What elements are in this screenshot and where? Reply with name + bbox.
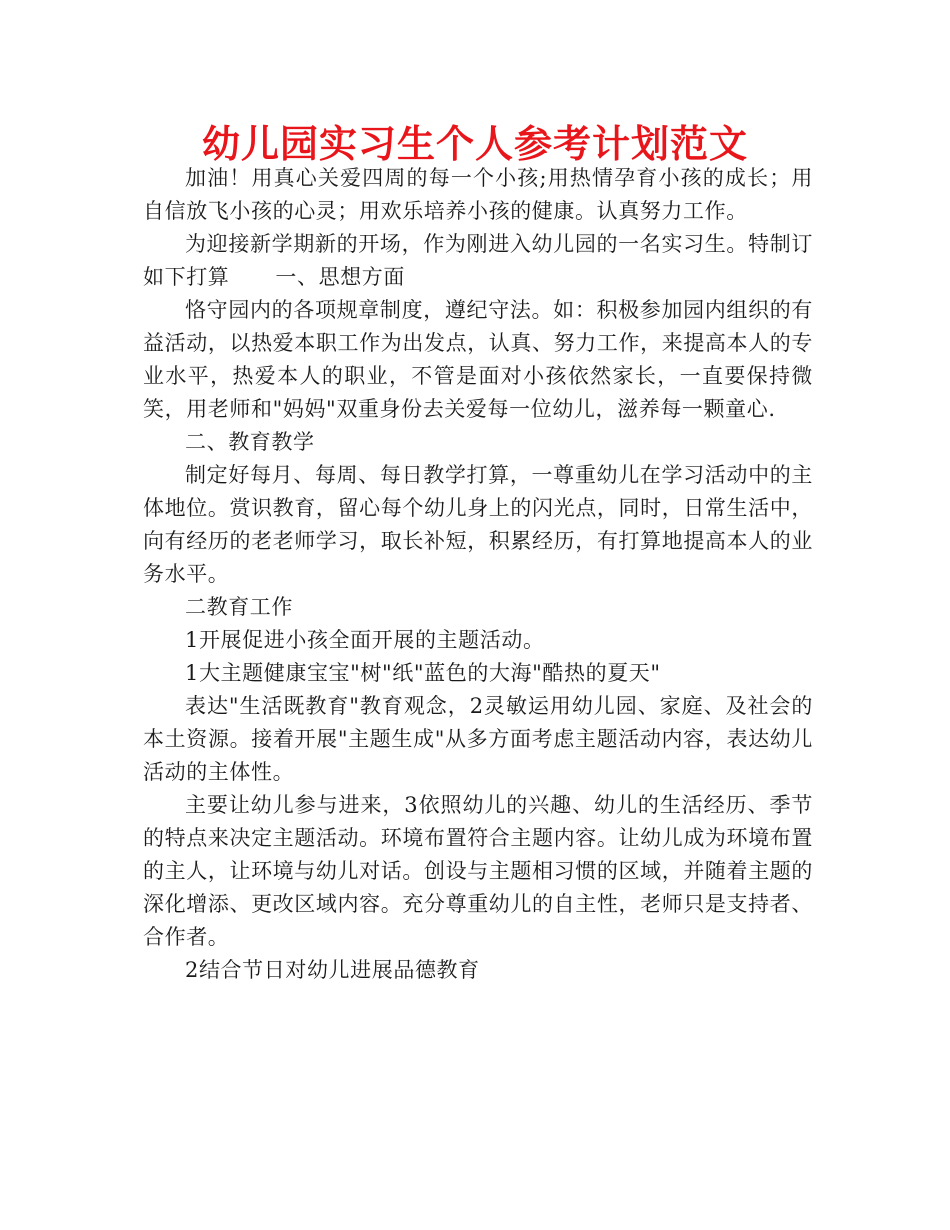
paragraph-intro: 加油！用真心关爱四周的每一个小孩;用热情孕育小孩的成长；用自信放飞小孩的心灵；用欢乐培养小孩的健康。认真努力工作。 xyxy=(143,166,813,223)
document-title: 幼儿园实习生个人参考计划范文 xyxy=(201,122,748,166)
paragraph-participation: 主要让幼儿参与进来，3依照幼儿的兴趣、幼儿的生活经历、季节的特点来决定主题活动。环境布置符合主题内容。让幼儿成为环境布置的主人，让环境与幼儿对话。创设与主题相习惯的区域，并随着主题的深化增添、更改区域内容。充分尊重幼儿的自主性，老师只是支持者、合作者。 xyxy=(143,793,813,949)
paragraph-festival: 2结合节日对幼儿进展品德教育 xyxy=(185,958,480,982)
paragraph-concept: 表达"生活既教育"教育观念，2灵敏运用幼儿园、家庭、及社会的本土资源。接着开展"主题生成"从多方面考虑主题活动内容，表达幼儿活动的主体性。 xyxy=(143,694,813,784)
heading-teaching: 二、教育教学 xyxy=(185,430,315,454)
document-body xyxy=(143,162,813,987)
paragraph-plan-intro xyxy=(143,228,813,294)
plan-intro-text: 为迎接新学期新的开场，作为刚进入幼儿园的一名实习生。特制订如下打算 xyxy=(143,232,813,289)
paragraph-teaching: 制定好每月、每周、每日教学打算，一尊重幼儿在学习活动中的主体地位。赏识教育，留心每个幼儿身上的闪光点，同时，日常生活中，向有经历的老老师学习，取长补短，积累经历，有打算地提高本人的业务水平。 xyxy=(143,463,813,586)
heading-ideology: 一、思想方面 xyxy=(275,265,406,289)
paragraph-themes: 1大主题健康宝宝"树"纸"蓝色的大海"酷热的夏天" xyxy=(185,661,661,685)
paragraph-ideology: 恪守园内的各项规章制度，遵纪守法。如：积极参加园内组织的有益活动，以热爱本职工作为出发点，认真、努力工作，来提高本人的专业水平，热爱本人的职业，不管是面对小孩依然家长，一直要保持微笑，用老师和"妈妈"双重身份去关爱每一位幼儿，滋养每一颗童心. xyxy=(143,298,813,421)
heading-education-work: 二教育工作 xyxy=(185,595,293,619)
paragraph-activities: 1开展促进小孩全面开展的主题活动。 xyxy=(185,628,545,652)
